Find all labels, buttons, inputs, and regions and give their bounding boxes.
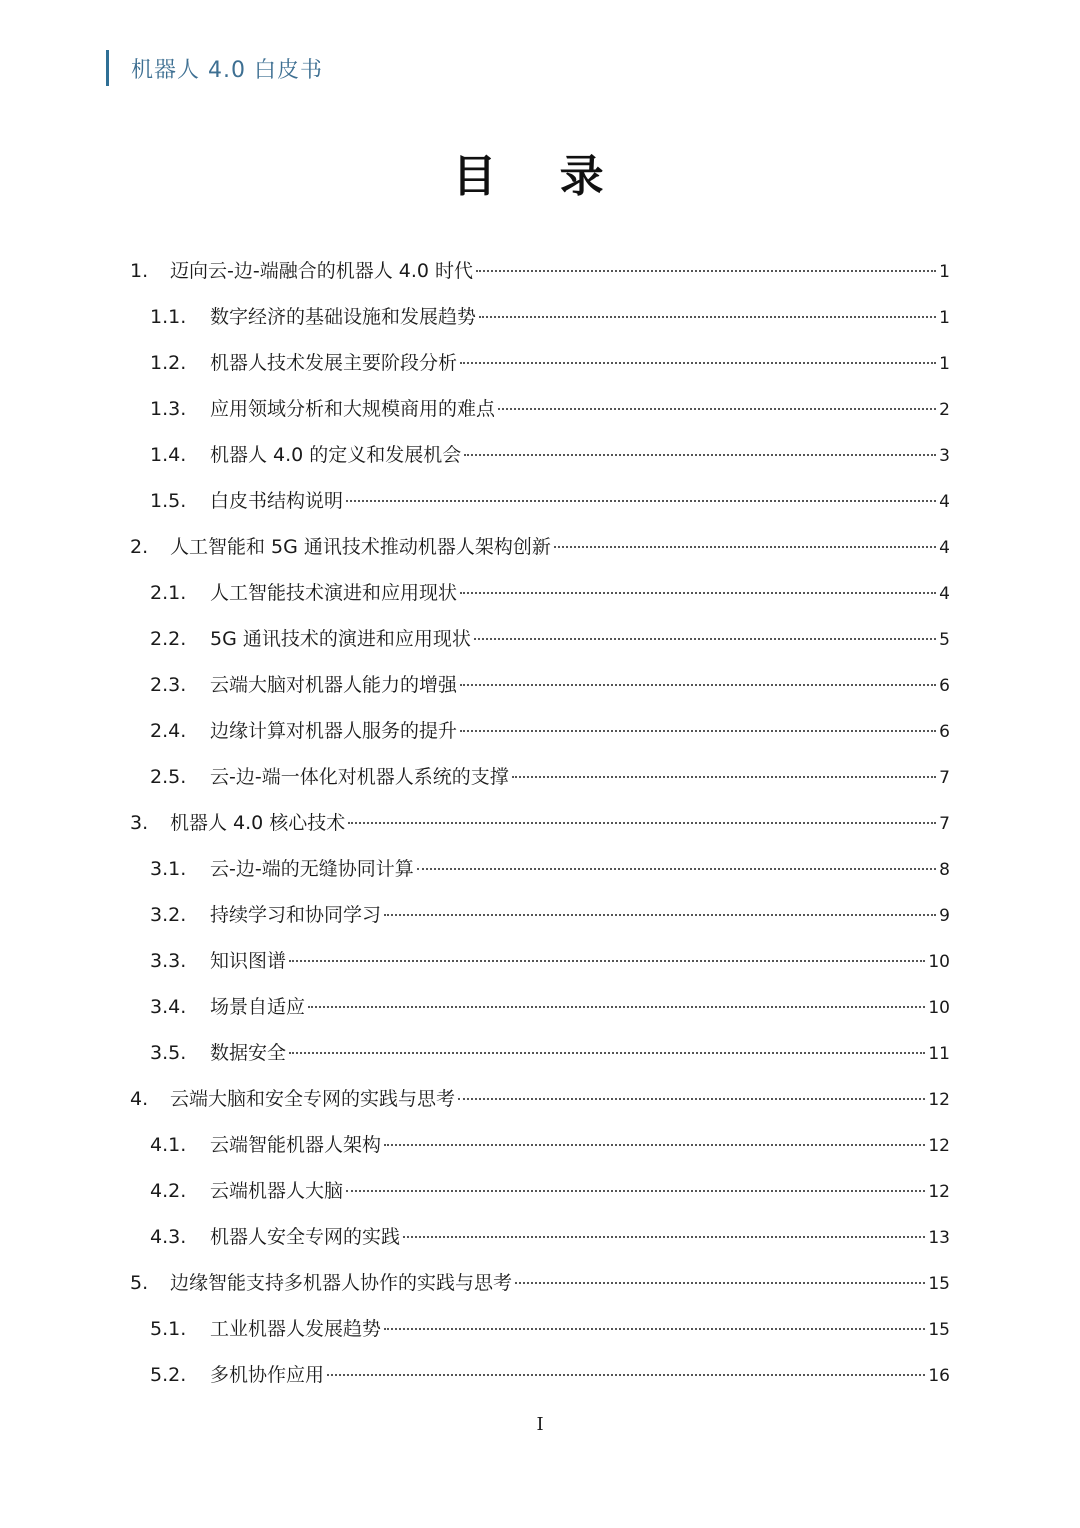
page-footer-number: I: [536, 1414, 544, 1435]
toc-entry-page: 10: [928, 998, 950, 1018]
toc-entry-page: 13: [928, 1228, 950, 1248]
toc-subentry[interactable]: [130, 1306, 950, 1352]
toc-entry-number: 5.1.: [150, 1318, 187, 1340]
toc-leader-dots: [474, 638, 936, 640]
toc-leader-dots: [464, 454, 936, 456]
toc-leader-dots: [289, 960, 925, 962]
toc-entry-number: 3.3.: [150, 950, 187, 972]
toc-subentry[interactable]: [130, 432, 950, 478]
toc-entry-number: 5.: [130, 1272, 149, 1294]
toc-entry-page: 4: [939, 538, 950, 558]
toc-leader-dots: [346, 1190, 925, 1192]
toc-entry-number: 2.5.: [150, 766, 187, 788]
toc-leader-dots: [458, 1098, 925, 1100]
toc-entry-number: 3.1.: [150, 858, 187, 880]
toc-subentry[interactable]: [130, 478, 950, 524]
toc-entry-label: 机器人安全专网的实践: [210, 1226, 401, 1248]
toc-entry-number: 4.2.: [150, 1180, 187, 1202]
toc-subentry[interactable]: [130, 570, 950, 616]
toc-entry-label: 机器人技术发展主要阶段分析: [210, 352, 458, 374]
toc-entry-page: 7: [939, 768, 950, 788]
toc-entry-label: 人工智能技术演进和应用现状: [210, 582, 458, 604]
toc-leader-dots: [346, 500, 936, 502]
toc-entry-page: 1: [939, 308, 950, 328]
toc-entry-number: 4.1.: [150, 1134, 187, 1156]
toc-entry-page: 3: [939, 446, 950, 466]
toc-leader-dots: [512, 776, 936, 778]
toc-entry-label: 边缘智能支持多机器人协作的实践与思考: [170, 1272, 513, 1294]
toc-entry-page: 11: [928, 1044, 950, 1064]
toc-leader-dots: [554, 546, 936, 548]
toc-entry-label: 云端大脑和安全专网的实践与思考: [170, 1088, 456, 1110]
toc-leader-dots: [308, 1006, 925, 1008]
toc-entry-label: 5G 通讯技术的演进和应用现状: [210, 628, 471, 650]
toc-leader-dots: [348, 822, 936, 824]
toc-entry-number: 4.: [130, 1088, 149, 1110]
toc-entry-label: 云-边-端的无缝协同计算: [210, 858, 414, 880]
toc-leader-dots: [417, 868, 936, 870]
toc-entry-page: 7: [939, 814, 950, 834]
toc-subentry[interactable]: [130, 708, 950, 754]
toc-entry-number: 1.4.: [150, 444, 187, 466]
toc-subentry[interactable]: [130, 340, 950, 386]
toc-leader-dots: [384, 914, 936, 916]
toc-subentry[interactable]: [130, 294, 950, 340]
toc-subentry[interactable]: [130, 846, 950, 892]
toc-leader-dots: [460, 684, 936, 686]
toc-subentry[interactable]: [130, 616, 950, 662]
toc-leader-dots: [327, 1374, 925, 1376]
toc-entry-label: 场景自适应: [210, 996, 306, 1018]
toc-entry-label: 云-边-端一体化对机器人系统的支撑: [210, 766, 509, 788]
toc-entry-page: 1: [939, 262, 950, 282]
toc-leader-dots: [460, 730, 936, 732]
toc-entry-page: 6: [939, 722, 950, 742]
toc-entry-page: 5: [939, 630, 950, 650]
toc-entry-number: 3.2.: [150, 904, 187, 926]
toc-leader-dots: [460, 592, 936, 594]
toc-entry-number: 5.2.: [150, 1364, 187, 1386]
toc-entry-number: 2.2.: [150, 628, 187, 650]
toc-subentry[interactable]: [130, 1030, 950, 1076]
document-header: [106, 50, 323, 86]
toc-subentry[interactable]: [130, 386, 950, 432]
toc-entry[interactable]: [130, 1076, 950, 1122]
toc-entry-page: 2: [939, 400, 950, 420]
toc-entry-label: 云端大脑对机器人能力的增强: [210, 674, 458, 696]
toc-subentry[interactable]: [130, 1122, 950, 1168]
toc-subentry[interactable]: [130, 662, 950, 708]
toc-entry-page: 12: [928, 1136, 950, 1156]
toc-entry-number: 1.5.: [150, 490, 187, 512]
toc-entry-number: 2.3.: [150, 674, 187, 696]
toc-entry-number: 3.4.: [150, 996, 187, 1018]
toc-subentry[interactable]: [130, 984, 950, 1030]
toc-entry-label: 边缘计算对机器人服务的提升: [210, 720, 458, 742]
toc-leader-dots: [384, 1328, 925, 1330]
toc-entry-label: 多机协作应用: [210, 1364, 325, 1386]
header-title: 机器人 4.0 白皮书: [131, 57, 323, 83]
toc-leader-dots: [515, 1282, 925, 1284]
toc-entry-page: 15: [928, 1320, 950, 1340]
toc-entry-number: 3.: [130, 812, 149, 834]
toc-entry-page: 15: [928, 1274, 950, 1294]
toc-entry-label: 数据安全: [210, 1042, 287, 1064]
toc-entry-page: 4: [939, 492, 950, 512]
toc-entry[interactable]: [130, 248, 950, 294]
toc-entry-page: 10: [928, 952, 950, 972]
toc-subentry[interactable]: [130, 938, 950, 984]
toc-subentry[interactable]: [130, 1168, 950, 1214]
toc-entry-page: 16: [928, 1366, 950, 1386]
toc-leader-dots: [289, 1052, 925, 1054]
table-of-contents: [130, 248, 950, 1398]
toc-subentry[interactable]: [130, 1214, 950, 1260]
toc-entry-number: 3.5.: [150, 1042, 187, 1064]
toc-entry-number: 2.: [130, 536, 149, 558]
toc-entry-label: 机器人 4.0 核心技术: [170, 812, 346, 834]
toc-entry-label: 数字经济的基础设施和发展趋势: [210, 306, 477, 328]
toc-entry-label: 持续学习和协同学习: [210, 904, 382, 926]
toc-entry-number: 2.1.: [150, 582, 187, 604]
toc-entry-label: 机器人 4.0 的定义和发展机会: [210, 444, 462, 466]
toc-entry-number: 1.1.: [150, 306, 187, 328]
toc-entry-page: 1: [939, 354, 950, 374]
toc-leader-dots: [403, 1236, 925, 1238]
toc-entry-page: 8: [939, 860, 950, 880]
toc-leader-dots: [476, 270, 936, 272]
toc-entry-label: 知识图谱: [210, 950, 287, 972]
toc-entry-label: 人工智能和 5G 通讯技术推动机器人架构创新: [170, 536, 551, 558]
toc-entry-label: 工业机器人发展趋势: [210, 1318, 382, 1340]
toc-entry-page: 6: [939, 676, 950, 696]
toc-leader-dots: [498, 408, 936, 410]
toc-leader-dots: [479, 316, 936, 318]
toc-entry-page: 12: [928, 1182, 950, 1202]
toc-entry[interactable]: [130, 800, 950, 846]
toc-entry-number: 4.3.: [150, 1226, 187, 1248]
toc-entry-number: 1.: [130, 260, 149, 282]
toc-entry-label: 白皮书结构说明: [210, 490, 344, 512]
page-title: 目 录: [452, 151, 628, 202]
toc-entry-number: 2.4.: [150, 720, 187, 742]
toc-entry-label: 迈向云-边-端融合的机器人 4.0 时代: [170, 260, 474, 282]
toc-entry[interactable]: [130, 1260, 950, 1306]
toc-entry-number: 1.2.: [150, 352, 187, 374]
toc-leader-dots: [460, 362, 936, 364]
toc-entry-page: 12: [928, 1090, 950, 1110]
toc-entry-label: 云端机器人大脑: [210, 1180, 344, 1202]
toc-subentry[interactable]: [130, 892, 950, 938]
toc-subentry[interactable]: [130, 1352, 950, 1398]
toc-entry-number: 1.3.: [150, 398, 187, 420]
toc-entry-label: 云端智能机器人架构: [210, 1134, 382, 1156]
toc-leader-dots: [384, 1144, 925, 1146]
toc-entry-page: 4: [939, 584, 950, 604]
toc-entry-label: 应用领域分析和大规模商用的难点: [210, 398, 496, 420]
toc-subentry[interactable]: [130, 754, 950, 800]
toc-entry-page: 9: [939, 906, 950, 926]
toc-entry[interactable]: [130, 524, 950, 570]
